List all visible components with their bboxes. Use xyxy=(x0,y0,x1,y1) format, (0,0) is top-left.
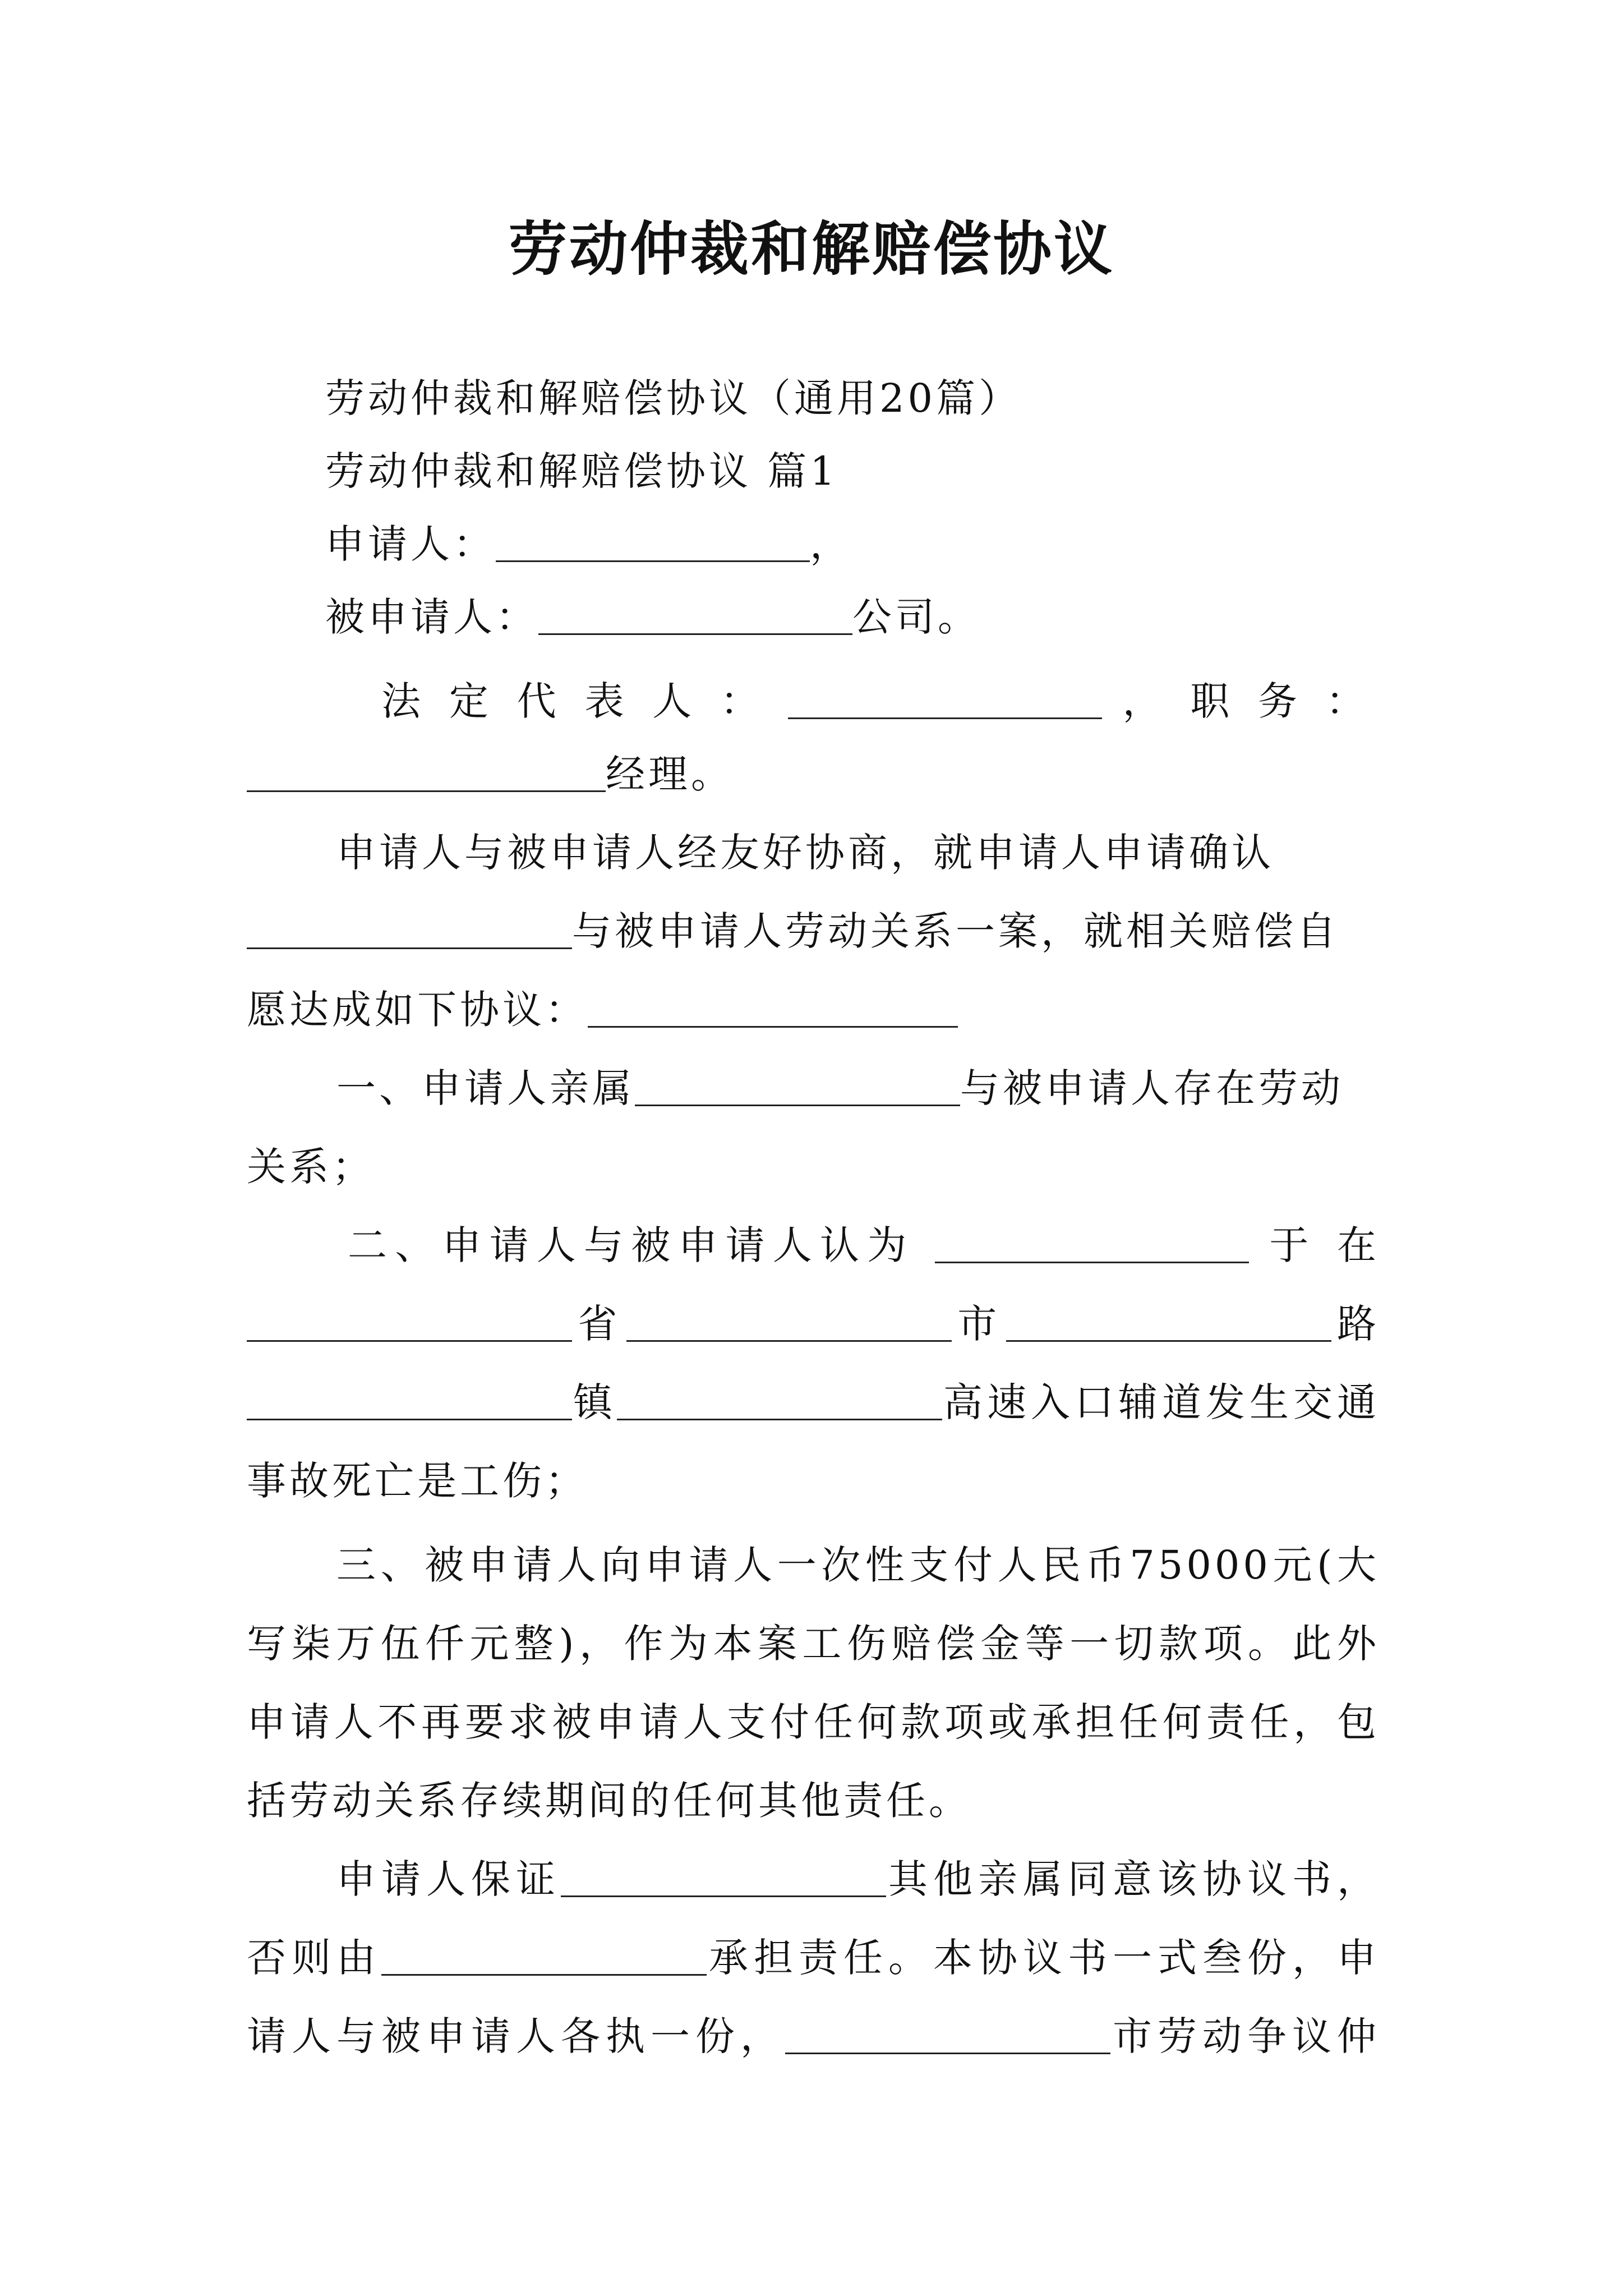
clause3-text-2: 写柒万伍仟元整)，作为本案工伤赔偿金等一切款项。此外 xyxy=(247,1621,1380,1667)
clause1-text-1: 一、申请人亲属 xyxy=(336,1065,635,1111)
respondent-label: 被申请人： xyxy=(325,594,538,640)
clause2-text-4: 事故死亡是工伤； xyxy=(247,1458,588,1504)
guarantee-line3 xyxy=(247,2008,1380,2064)
clause2-line1 xyxy=(348,1217,1380,1273)
clause3-text-1: 三、被申请人向申请人一次性支付人民币75000元(大 xyxy=(336,1542,1380,1588)
applicant-blank xyxy=(496,521,810,562)
guarantee-blank-3 xyxy=(785,2013,1110,2054)
legal-rep-line xyxy=(381,673,1368,729)
clause2-blank-4 xyxy=(1006,1301,1331,1342)
guarantee-text-4: 承担责任。本协议书一式叁份，申 xyxy=(707,1935,1380,1981)
section-heading-text: 劳动仲裁和解赔偿协议 篇1 xyxy=(325,448,838,494)
clause2-province: 省 xyxy=(572,1301,626,1347)
legal-rep-blank xyxy=(788,678,1102,719)
para1-blank-1 xyxy=(247,908,572,949)
position-suffix: 经理。 xyxy=(606,751,734,797)
clause2-text-2: 于 在 xyxy=(1269,1222,1380,1268)
section-heading xyxy=(325,443,1458,499)
clause2-blank-6 xyxy=(617,1379,942,1420)
guarantee-text-3: 否则由 xyxy=(247,1935,381,1981)
clause3-text-3: 申请人不再要求被申请人支付任何款项或承担任何责任，包 xyxy=(247,1699,1380,1745)
guarantee-line1 xyxy=(336,1851,1380,1907)
para1-line3 xyxy=(247,982,1380,1038)
para1-text-1: 申请人与被申请人经友好协商，就申请人申请确认 xyxy=(336,830,1274,876)
position-line xyxy=(247,746,1380,802)
clause3-text-4: 括劳动关系存续期间的任何其他责任。 xyxy=(247,1778,971,1824)
position-blank xyxy=(247,751,606,792)
clause2-town: 镇 xyxy=(572,1379,617,1425)
legal-rep-label: 法 定 代 表 人 ： xyxy=(381,678,768,724)
subtitle-line xyxy=(325,370,1458,426)
clause3-line2 xyxy=(247,1616,1380,1672)
clause2-blank-3 xyxy=(626,1301,952,1342)
guarantee-text-1: 申请人保证 xyxy=(336,1856,561,1902)
guarantee-text-5: 请人与被申请人各执一份， xyxy=(247,2013,785,2059)
applicant-line xyxy=(325,516,1458,572)
clause1-text-3: 关系； xyxy=(247,1144,375,1190)
clause1-line2 xyxy=(247,1139,1380,1195)
clause2-blank-5 xyxy=(247,1379,572,1420)
clause2-line3 xyxy=(247,1374,1380,1430)
position-label: ， 职 务 ： xyxy=(1122,678,1368,724)
guarantee-blank-2 xyxy=(381,1935,707,1976)
clause2-blank-1 xyxy=(935,1222,1249,1263)
applicant-suffix: ， xyxy=(810,521,852,567)
clause1-blank xyxy=(635,1065,960,1106)
clause2-text-1: 二、申请人与被申请人认为 xyxy=(348,1222,915,1268)
para1-line2 xyxy=(247,903,1380,959)
clause3-line4 xyxy=(247,1773,1380,1829)
para1-line1 xyxy=(336,825,1368,881)
para1-text-2: 与被申请人劳动关系一案，就相关赔偿自 xyxy=(572,908,1339,954)
applicant-label: 申请人： xyxy=(325,521,496,567)
respondent-line xyxy=(325,589,1458,645)
clause2-text-3: 高速入口辅道发生交通 xyxy=(942,1379,1380,1425)
clause2-blank-2 xyxy=(247,1301,572,1342)
respondent-suffix: 公司。 xyxy=(852,594,980,640)
para1-text-3: 愿达成如下协议： xyxy=(247,987,588,1033)
guarantee-line2 xyxy=(247,1930,1380,1986)
document-title: 劳动仲裁和解赔偿协议 xyxy=(508,214,1114,283)
guarantee-blank-1 xyxy=(561,1856,886,1897)
subtitle-text: 劳动仲裁和解赔偿协议（通用20篇） xyxy=(325,375,1022,421)
clause1-line1 xyxy=(336,1060,1469,1116)
guarantee-text-6: 市劳动争议仲 xyxy=(1110,2013,1380,2059)
clause2-city: 市 xyxy=(951,1301,1006,1347)
respondent-blank xyxy=(538,594,852,635)
clause2-road: 路 xyxy=(1331,1301,1380,1347)
clause2-line2 xyxy=(247,1296,1380,1352)
clause2-line4 xyxy=(247,1453,1380,1509)
guarantee-text-2: 其他亲属同意该协议书， xyxy=(886,1856,1380,1902)
clause1-text-2: 与被申请人存在劳动 xyxy=(960,1065,1344,1111)
para1-blank-2 xyxy=(588,987,958,1028)
clause3-line1 xyxy=(336,1537,1380,1593)
clause3-line3 xyxy=(247,1694,1380,1750)
